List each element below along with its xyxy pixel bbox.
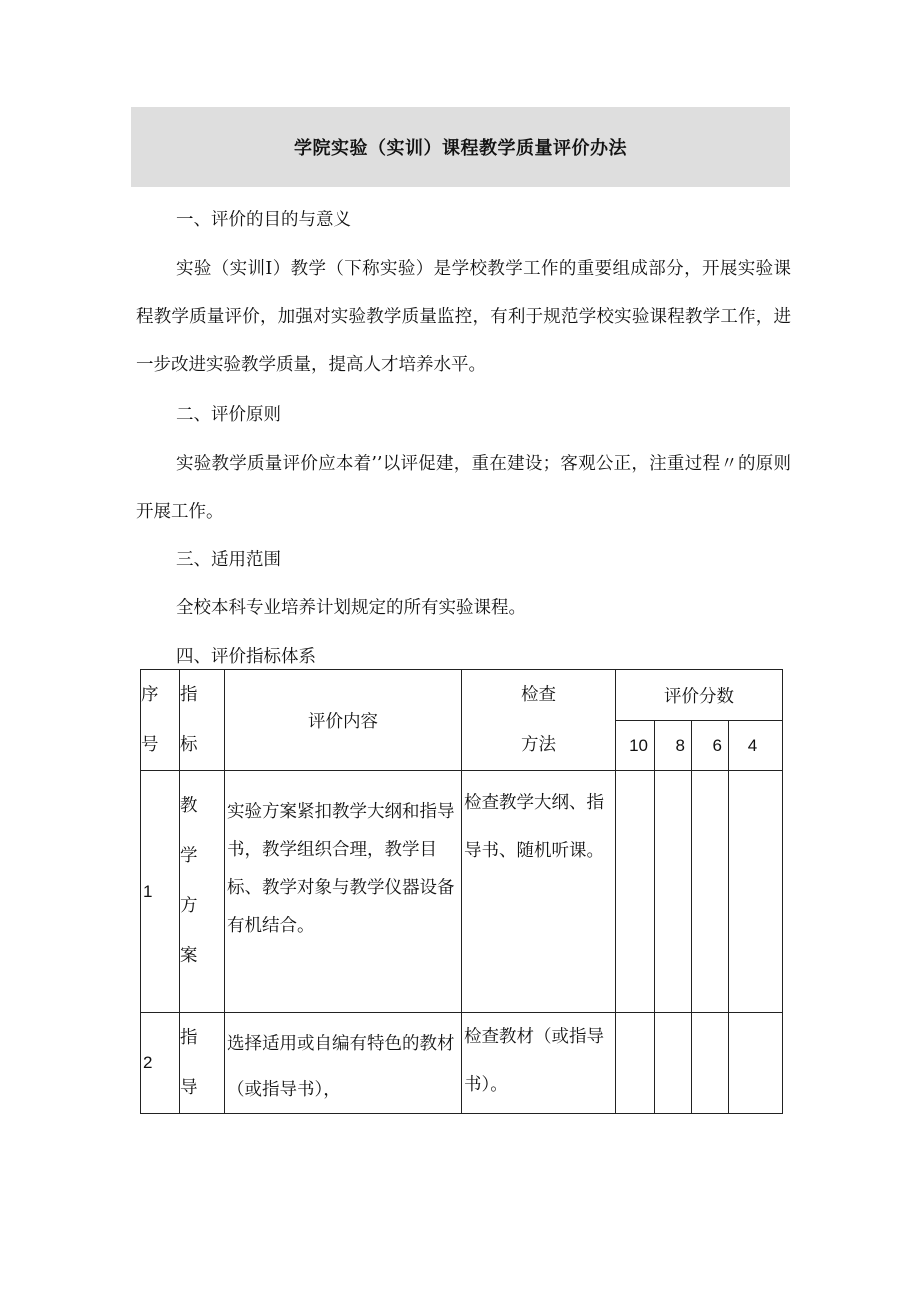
row-1-method: 检查教学大纲、指导书、随机听课。 xyxy=(462,771,616,1013)
row-2-score-8 xyxy=(655,1013,692,1114)
table-row xyxy=(141,1013,783,1114)
row-1-content: 实验方案紧扣教学大纲和指导书，教学组织合理，教学目标、教学对象与教学仪器设备有机结合。 xyxy=(225,771,462,1013)
row-2-score-6 xyxy=(692,1013,729,1114)
header-score-title: 评价分数 xyxy=(616,670,783,721)
header-seq: 序 号 xyxy=(141,670,180,771)
section-2-body: 实验教学质量评价应本着’’以评促建，重在建设；客观公正，注重过程〃的原则开展工作。 xyxy=(136,454,791,522)
table-row xyxy=(141,771,783,1013)
row-2-seq: 2 xyxy=(141,1013,180,1114)
score-6: 6 xyxy=(692,721,729,771)
header-method: 检查 方法 xyxy=(462,670,616,771)
row-1-indicator: 教 学 方 案 xyxy=(180,771,225,1013)
row-2-score-4 xyxy=(729,1013,783,1114)
row-1-score-10 xyxy=(616,771,655,1013)
section-4-heading: 四、评价指标体系 xyxy=(176,647,316,667)
section-1-body: 实验（实训I）教学（下称实验）是学校教学工作的重要组成部分，开展实验课程教学质量评价，加强对实验教学质量监控，有利于规范学校实验课程教学工作，进一步改进实验教学质量，提高人才培养水平。 xyxy=(136,259,791,375)
row-2-score-10 xyxy=(616,1013,655,1114)
score-4: 4 xyxy=(729,721,783,771)
row-1-score-8 xyxy=(655,771,692,1013)
row-2-indicator: 指 导 xyxy=(180,1013,225,1114)
row-1-score-6 xyxy=(692,771,729,1013)
header-content: 评价内容 xyxy=(225,670,462,771)
header-indicator: 指 标 xyxy=(180,670,225,771)
section-2-heading: 二、评价原则 xyxy=(176,405,281,425)
row-1-score-4 xyxy=(729,771,783,1013)
score-10: 10 xyxy=(616,721,655,771)
row-2-content: 选择适用或自编有特色的教材（或指导书）， xyxy=(225,1013,462,1114)
document-title: 学院实验（实训）课程教学质量评价办法 xyxy=(294,138,627,159)
score-8: 8 xyxy=(655,721,692,771)
title-band xyxy=(131,107,790,187)
row-2-method: 检查教材（或指导书）。 xyxy=(462,1013,616,1114)
evaluation-table xyxy=(140,669,783,1114)
section-1-heading: 一、评价的目的与意义 xyxy=(176,210,351,230)
table-header-row xyxy=(141,670,783,721)
section-3-body: 全校本科专业培养计划规定的所有实验课程。 xyxy=(176,598,526,618)
section-3-heading: 三、适用范围 xyxy=(176,550,281,570)
row-1-seq: 1 xyxy=(141,771,180,1013)
